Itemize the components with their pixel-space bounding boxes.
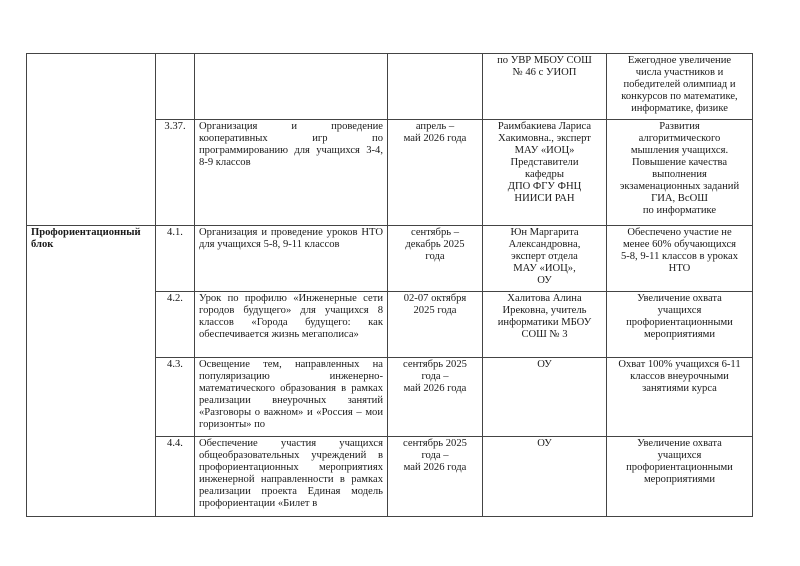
result-line: алгоритмического xyxy=(638,133,721,144)
responsible-cell xyxy=(483,437,607,517)
responsible-cell xyxy=(483,120,607,226)
responsible-line: информатики МБОУ xyxy=(497,317,592,328)
result-line: ГИА, ВсОШ xyxy=(651,193,708,204)
activity-cell xyxy=(195,54,388,120)
responsible-line: Хакимовна., эксперт xyxy=(498,133,591,144)
activity-cell: Освещение тем, направленных на популяризацию инженерно-математического образования в рамках реализации внеурочных занятий «Разговоры о важном» и «Россия – мои горизонты» по xyxy=(195,358,388,437)
row-number-cell: 4.4. xyxy=(156,437,195,517)
activity-cell: Организация и проведение кооперативных игр по программированию для учащихся 3-4, 8-9 классов xyxy=(195,120,388,226)
result-line: экзаменационных заданий xyxy=(619,181,740,192)
responsible-line: МАУ «ИОЦ» xyxy=(514,145,575,156)
result-line: Ежегодное увеличение xyxy=(627,55,732,66)
result-line: мероприятиями xyxy=(643,329,716,340)
activity-cell: Урок по профилю «Инженерные сети городов будущего» для учащихся 8 классов «Города будущего: как обеспечивается жизнь мегаполиса» xyxy=(195,292,388,358)
deadline-line: апрель – xyxy=(415,121,455,132)
deadline-line: май 2026 года xyxy=(403,383,467,394)
deadline-cell xyxy=(388,120,483,226)
result-line: Развития xyxy=(659,121,700,132)
result-line: числа участников и xyxy=(635,67,724,78)
responsible-line: Александровна, xyxy=(508,239,581,250)
result-cell xyxy=(607,358,753,437)
result-line: занятиями курса xyxy=(642,383,717,394)
result-line: победителей олимпиад и xyxy=(623,79,736,90)
deadline-cell xyxy=(388,358,483,437)
activity-cell: Организация и проведение уроков НТО для учащихся 5-8, 9-11 классов xyxy=(195,226,388,292)
responsible-line: № 46 с УИОП xyxy=(512,67,577,78)
responsible-line: Ирековна, учитель xyxy=(502,305,587,316)
deadline-line: май 2026 года xyxy=(403,133,467,144)
result-line: учащихся xyxy=(657,305,702,316)
deadline-line: года – xyxy=(421,371,449,382)
deadline-line: года xyxy=(425,251,445,262)
row-number-cell: 4.1. xyxy=(156,226,195,292)
responsible-line: СОШ № 3 xyxy=(521,329,568,340)
responsible-line: Представители xyxy=(510,157,579,168)
result-cell xyxy=(607,226,753,292)
responsible-line: по УВР МБОУ СОШ xyxy=(497,55,592,66)
section-cell-continuation xyxy=(27,54,156,226)
deadline-cell xyxy=(388,437,483,517)
responsible-line: ОУ xyxy=(537,275,552,286)
result-cell xyxy=(607,54,753,120)
result-line: учащихся xyxy=(657,450,702,461)
result-cell xyxy=(607,120,753,226)
result-line: Увеличение охвата xyxy=(637,293,722,304)
responsible-line: кафедры xyxy=(525,169,564,180)
deadline-line: 2025 года xyxy=(413,305,457,316)
responsible-line: Юн Маргарита xyxy=(510,227,579,238)
result-line: Повышение качества xyxy=(631,157,728,168)
result-cell xyxy=(607,437,753,517)
responsible-line: эксперт отдела xyxy=(511,251,578,262)
row-number-cell: 4.3. xyxy=(156,358,195,437)
result-line: информатике, физике xyxy=(631,103,728,114)
result-line: Охват 100% учащихся 6-11 xyxy=(618,359,741,370)
activity-plan-table xyxy=(26,53,753,517)
result-line: мышления учащихся. xyxy=(630,145,729,156)
deadline-line: май 2026 года xyxy=(403,462,467,473)
row-number-cell xyxy=(156,54,195,120)
row-number-cell: 3.37. xyxy=(156,120,195,226)
deadline-cell xyxy=(388,54,483,120)
responsible-line: Халитова Алина xyxy=(507,293,582,304)
activity-cell: Обеспечение участия учащихся общеобразовательных учреждений в профориентационных мероприятиях инженерной направленности в рамках реализации проекта Единая модель профориентации «Билет в xyxy=(195,437,388,517)
table-row-continuation xyxy=(27,54,753,120)
row-number-cell: 4.2. xyxy=(156,292,195,358)
responsible-line: МАУ «ИОЦ», xyxy=(513,263,576,274)
deadline-line: сентябрь 2025 xyxy=(403,438,467,449)
result-cell xyxy=(607,292,753,358)
responsible-line: ДПО ФГУ ФНЦ xyxy=(507,181,582,192)
responsible-cell xyxy=(483,226,607,292)
deadline-line: 02-07 октября xyxy=(403,293,467,304)
result-line: НТО xyxy=(668,263,691,274)
result-line: профориентационными xyxy=(626,462,733,473)
result-line: менее 60% обучающихся xyxy=(622,239,737,250)
deadline-cell xyxy=(388,292,483,358)
result-line: мероприятиями xyxy=(643,474,716,485)
responsible-cell xyxy=(483,292,607,358)
deadline-cell xyxy=(388,226,483,292)
deadline-line: декабрь 2025 xyxy=(405,239,465,250)
responsible-line: ОУ xyxy=(537,359,552,370)
responsible-cell xyxy=(483,54,607,120)
table-row-4-1 xyxy=(27,226,753,292)
section-title-cell: Профориентационный блок xyxy=(27,226,156,517)
result-line: выполнения xyxy=(652,169,707,180)
responsible-cell xyxy=(483,358,607,437)
result-line: профориентационными xyxy=(626,317,733,328)
result-line: Увеличение охвата xyxy=(637,438,722,449)
result-line: 5-8, 9-11 классов в уроках xyxy=(620,251,739,262)
result-line: по информатике xyxy=(642,205,717,216)
result-line: Обеспечено участие не xyxy=(627,227,732,238)
result-line: конкурсов по математике, xyxy=(621,91,738,102)
responsible-line: Раимбакиева Лариса xyxy=(497,121,592,132)
responsible-line: НИИСИ РАН xyxy=(514,193,575,204)
deadline-line: года – xyxy=(421,450,449,461)
deadline-line: сентябрь – xyxy=(410,227,460,238)
result-line: классов внеурочными xyxy=(630,371,729,382)
responsible-line: ОУ xyxy=(537,438,552,449)
deadline-line: сентябрь 2025 xyxy=(403,359,467,370)
